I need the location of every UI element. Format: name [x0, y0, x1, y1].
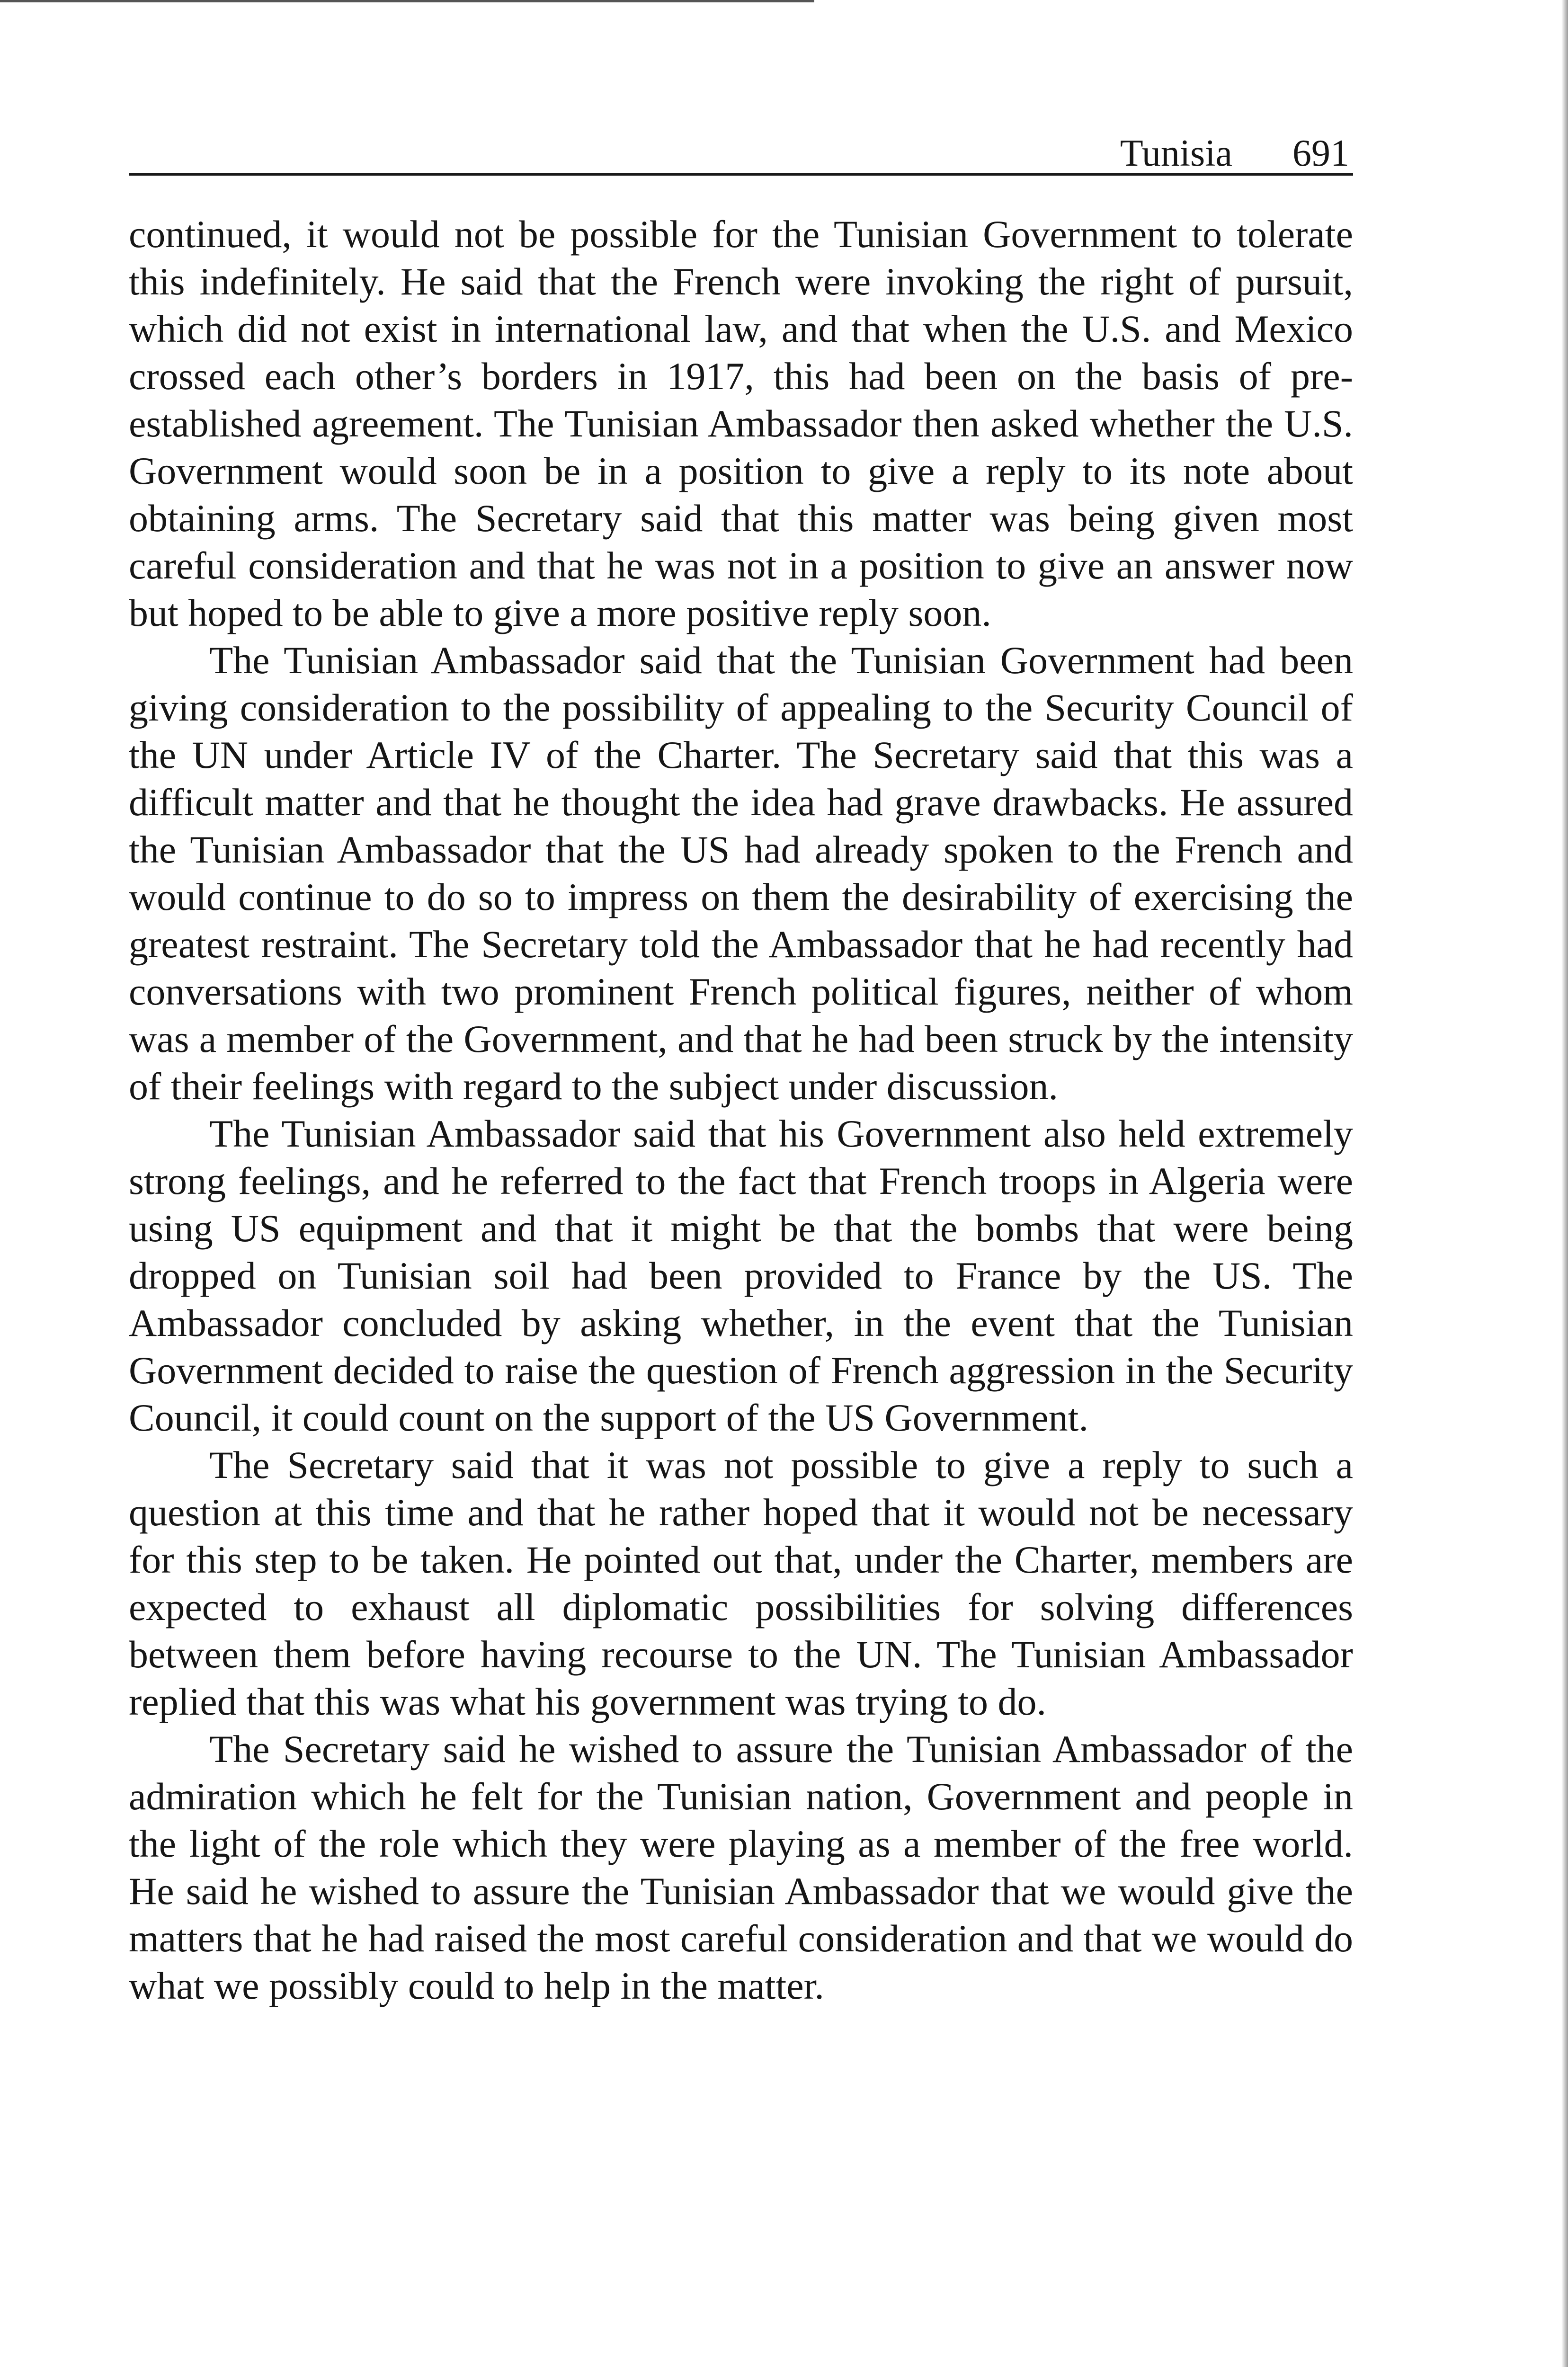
paragraph: The Secretary said that it was not possible to give a reply to such a question at this time and that he rather hoped that it would not be necessary for this step to be taken. He pointed out that, under the Charter, members are expected to exhaust all diplomatic possibilities for solving differences between them before having recourse to the UN. The Tunisian Ambassador replied that this was what his government was trying to do.	[129, 1443, 1353, 1723]
running-head	[129, 126, 1353, 176]
scan-top-rule	[0, 0, 814, 2]
paragraph: The Tunisian Ambassador said that the Tunisian Government had been giving consideration to the possibility of appealing to the Security Council of the UN under Article IV of the Charter. The Secretary said that this was a difficult matter and that he thought the idea had grave drawbacks. He assured the Tunisian Ambassador that the US had already spoken to the French and would continue to do so to impress on them the desirability of exercising the greatest restraint. The Secretary told the Ambassador that he had recently had conversations with two prominent French political figures, neither of whom was a member of the Government, and that he had been struck by the intensity of their feelings with regard to the subject under discussion.	[129, 639, 1353, 1108]
paragraph-continued: continued, it would not be possible for the Tunisian Government to tolerate this indefinitely. He said that the French were invoking the right of pursuit, which did not exist in international law, and that when the U.S. and Mexico crossed each other’s borders in 1917, this had been on the basis of pre-established agreement. The Tunisian Ambassador then asked whether the U.S. Government would soon be in a position to give a reply to its note about obtaining arms. The Secretary said that this matter was being given most careful consideration and that he was not in a position to give an answer now but hoped to be able to give a more positive reply soon.	[129, 213, 1353, 634]
running-head-title: Tunisia	[1120, 133, 1232, 174]
body-text	[129, 211, 1353, 2010]
paragraph: The Secretary said he wished to assure the Tunisian Ambassador of the admiration which he felt for the Tunisian nation, Government and people in the light of the role which they were playing as a member of the free world. He said he wished to assure the Tunisian Ambassador that we would give the matters that he had raised the most careful consideration and that we would do what we possibly could to help in the matter.	[129, 1727, 1353, 2007]
page-number: 691	[1292, 133, 1349, 174]
scan-page-edge	[1561, 0, 1568, 2367]
paragraph: The Tunisian Ambassador said that his Government also held extremely strong feelings, and he referred to the fact that French troops in Algeria were using US equipment and that it might be that the bombs that were being dropped on Tunisian soil had been provided to France by the US. The Ambassador concluded by asking whether, in the event that the Tunisian Government decided to raise the question of French aggression in the Security Council, it could count on the support of the US Government.	[129, 1112, 1353, 1439]
